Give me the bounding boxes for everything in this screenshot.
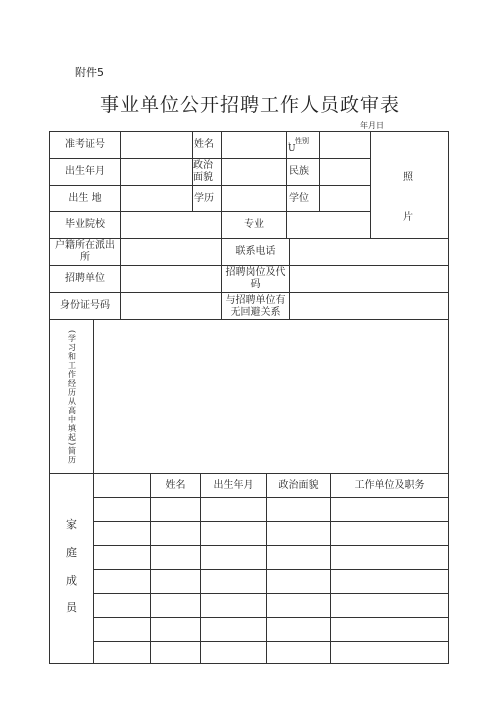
degree-field[interactable] bbox=[320, 186, 370, 211]
family-col-line bbox=[266, 473, 267, 664]
family-col-line bbox=[200, 473, 201, 664]
political-label bbox=[193, 159, 221, 185]
date-label: 年月日 bbox=[360, 121, 384, 130]
birthplace-field[interactable] bbox=[121, 186, 192, 211]
family-row-line bbox=[93, 593, 449, 594]
ethnicity-label: 民族 bbox=[289, 166, 309, 177]
employer-label: 招聘单位 bbox=[65, 273, 105, 284]
family-header-birth: 出生年月 bbox=[213, 479, 254, 491]
name-label: 姓名 bbox=[194, 139, 214, 150]
table-border-right bbox=[448, 131, 449, 664]
family-row-line bbox=[93, 617, 449, 618]
attachment-label: 附件5 bbox=[75, 66, 104, 79]
photo-box[interactable] bbox=[371, 132, 448, 238]
exam-id-label: 准考证号 bbox=[65, 139, 105, 150]
degree-label: 学位 bbox=[289, 192, 309, 204]
name-field[interactable] bbox=[222, 132, 286, 158]
family-header-work: 工作单位及职务 bbox=[354, 479, 425, 491]
photo-label-bottom: 片 bbox=[403, 212, 413, 223]
gender-mark: U bbox=[288, 143, 296, 154]
birthplace-label: 出生 地 bbox=[68, 192, 102, 204]
family-label-char-4: 员 bbox=[66, 601, 77, 614]
birth-field[interactable] bbox=[121, 159, 192, 185]
political-field[interactable] bbox=[222, 159, 286, 185]
family-row-line bbox=[93, 641, 449, 642]
phone-field[interactable] bbox=[290, 239, 448, 265]
resume-label-text: (学习和工作经历从高中填起)简历 bbox=[67, 330, 77, 465]
family-row-line bbox=[93, 497, 449, 498]
phone-label: 联系电话 bbox=[235, 246, 276, 257]
family-label-char-2: 庭 bbox=[66, 546, 77, 559]
school-field[interactable] bbox=[121, 212, 221, 238]
family-label-char-3: 成 bbox=[66, 574, 77, 587]
position-label-line2: 码 bbox=[250, 279, 261, 290]
family-label-char-1: 家 bbox=[66, 518, 77, 531]
family-row-line bbox=[93, 545, 449, 546]
education-field[interactable] bbox=[222, 186, 286, 211]
family-members-label bbox=[50, 474, 93, 663]
avoid-label-line2: 无回避关系 bbox=[230, 307, 281, 318]
gender-field[interactable] bbox=[320, 132, 370, 158]
family-col-line bbox=[150, 473, 151, 664]
birth-label: 出生年月 bbox=[65, 166, 105, 177]
position-label bbox=[222, 266, 289, 292]
employer-field[interactable] bbox=[121, 266, 221, 292]
major-label: 专业 bbox=[244, 219, 264, 230]
avoid-label-line1: 与招聘单位有 bbox=[225, 295, 286, 306]
major-field[interactable] bbox=[287, 212, 370, 238]
gender-label bbox=[288, 132, 319, 158]
col-line bbox=[286, 131, 287, 211]
family-col-line bbox=[330, 473, 331, 664]
resume-label bbox=[50, 320, 93, 473]
page-title: 事业单位公开招聘工作人员政审表 bbox=[99, 94, 400, 116]
hukou-field[interactable] bbox=[121, 239, 221, 265]
hukou-label bbox=[50, 239, 120, 265]
political-label-line1: 政治 bbox=[193, 160, 213, 171]
id-number-field[interactable] bbox=[121, 293, 221, 319]
gender-label-text: ，性别 bbox=[288, 136, 309, 145]
school-label: 毕业院校 bbox=[65, 219, 105, 230]
position-label-line1: 招聘岗位及代 bbox=[225, 267, 286, 278]
family-header-political: 政治面貌 bbox=[278, 479, 319, 491]
resume-field[interactable] bbox=[94, 320, 448, 473]
avoid-relation-field[interactable] bbox=[290, 293, 448, 319]
family-header-name: 姓名 bbox=[165, 479, 186, 491]
hukou-label-line2: 所 bbox=[80, 252, 90, 263]
family-row-line bbox=[93, 569, 449, 570]
family-row-line bbox=[93, 521, 449, 522]
position-field[interactable] bbox=[290, 266, 448, 292]
exam-id-field[interactable] bbox=[121, 132, 192, 158]
id-number-label: 身份证号码 bbox=[60, 300, 110, 311]
hukou-label-line1: 户籍所在派出 bbox=[55, 240, 115, 251]
avoid-relation-label bbox=[222, 293, 289, 319]
political-label-line2: 面貌 bbox=[193, 172, 213, 183]
photo-label-top: 照 bbox=[403, 172, 413, 183]
education-label: 学历 bbox=[194, 192, 214, 204]
table-border-bottom bbox=[49, 663, 449, 664]
ethnicity-field[interactable] bbox=[320, 159, 370, 185]
